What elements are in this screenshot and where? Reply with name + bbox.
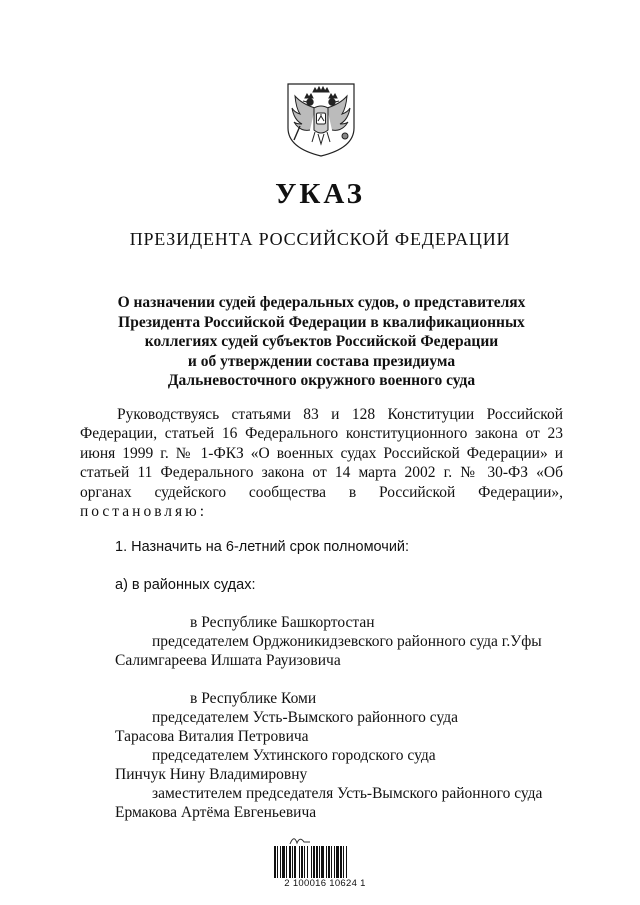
decree-heading <box>80 293 563 391</box>
barcode-bar <box>277 846 278 878</box>
region-name: в Республике Башкортостан <box>190 614 375 631</box>
document-barcode <box>270 834 380 896</box>
barcode-bar <box>292 846 293 878</box>
barcode-bar <box>316 846 318 878</box>
appointee-name: Пинчук Нину Владимировну <box>115 766 308 783</box>
barcode-bar <box>331 846 332 878</box>
barcode-bar <box>301 846 303 878</box>
barcode-bar <box>282 846 285 878</box>
region-name: в Республике Коми <box>190 690 317 707</box>
barcode-bar <box>321 846 324 878</box>
heading-line: Дальневосточного окружного военного суда <box>167 372 476 389</box>
barcode-bar <box>334 846 335 878</box>
barcode-bar <box>294 846 296 878</box>
barcode-bar <box>286 846 287 878</box>
barcode-bar <box>336 846 339 878</box>
barcode-number: 2 100016 10624 1 <box>284 878 366 889</box>
barcode-bar <box>304 846 305 878</box>
barcode-bar <box>340 846 342 878</box>
barcode-bar <box>289 846 291 878</box>
barcode-bar <box>307 846 308 878</box>
preamble-text: Руководствуясь статьями 83 и 128 Конституции Российской Федерации, статьей 16 Федерального конституционного закона от 23 июня 1999 г. № 1-ФКЗ «О военных судах Российской Федерации» и статьей 11 Федерального закона от 14 марта 2002 г. № 30-ФЗ «Об органах судейского сообщества в Российской Федерации», <box>80 406 563 501</box>
appointment-position: председателем Ухтинского городского суда <box>152 747 436 764</box>
decree-title: УКАЗ <box>275 178 365 210</box>
heading-line: и об утверждении состава президиума <box>187 352 456 370</box>
item-a: а) в районных судах: <box>115 577 256 593</box>
heading-line: О назначении судей федеральных судов, о представителях <box>117 294 526 311</box>
appointee-name: Ермакова Артёма Евгеньевича <box>115 804 317 821</box>
barcode-bar <box>328 846 330 878</box>
barcode-bar <box>319 846 320 878</box>
barcode-bars <box>270 846 380 880</box>
appointment-position: заместителем председателя Усть-Вымского районного суда <box>152 785 543 802</box>
decree-subtitle: ПРЕЗИДЕНТА РОССИЙСКОЙ ФЕДЕРАЦИИ <box>129 229 511 249</box>
barcode-bar <box>299 846 300 878</box>
appointment-position: председателем Орджоникидзевского районного суда г.Уфы <box>152 633 542 650</box>
appointment-position: председателем Усть-Вымского районного суда <box>152 709 459 726</box>
barcode-bar <box>313 846 315 878</box>
barcode-bar <box>311 846 312 878</box>
appointee-name: Тарасова Виталия Петровича <box>115 728 309 745</box>
appointee-name: Салимгареева Илшата Рауизовича <box>115 652 341 669</box>
barcode-bar <box>326 846 327 878</box>
decree-word: постановляю: <box>80 503 208 521</box>
barcode-bar <box>343 846 344 878</box>
heading-line: Президента Российской Федерации в квалификационных <box>118 313 525 331</box>
preamble-paragraph <box>80 405 563 521</box>
barcode-bar <box>346 846 347 878</box>
barcode-bar <box>274 846 276 878</box>
handwritten-mark-icon <box>288 834 328 846</box>
heading-line: коллегиях судей субъектов Российской Федерации <box>144 333 499 350</box>
barcode-bar <box>280 846 281 878</box>
state-emblem-icon <box>280 78 362 158</box>
item-1: 1. Назначить на 6-летний срок полномочий: <box>115 539 410 555</box>
